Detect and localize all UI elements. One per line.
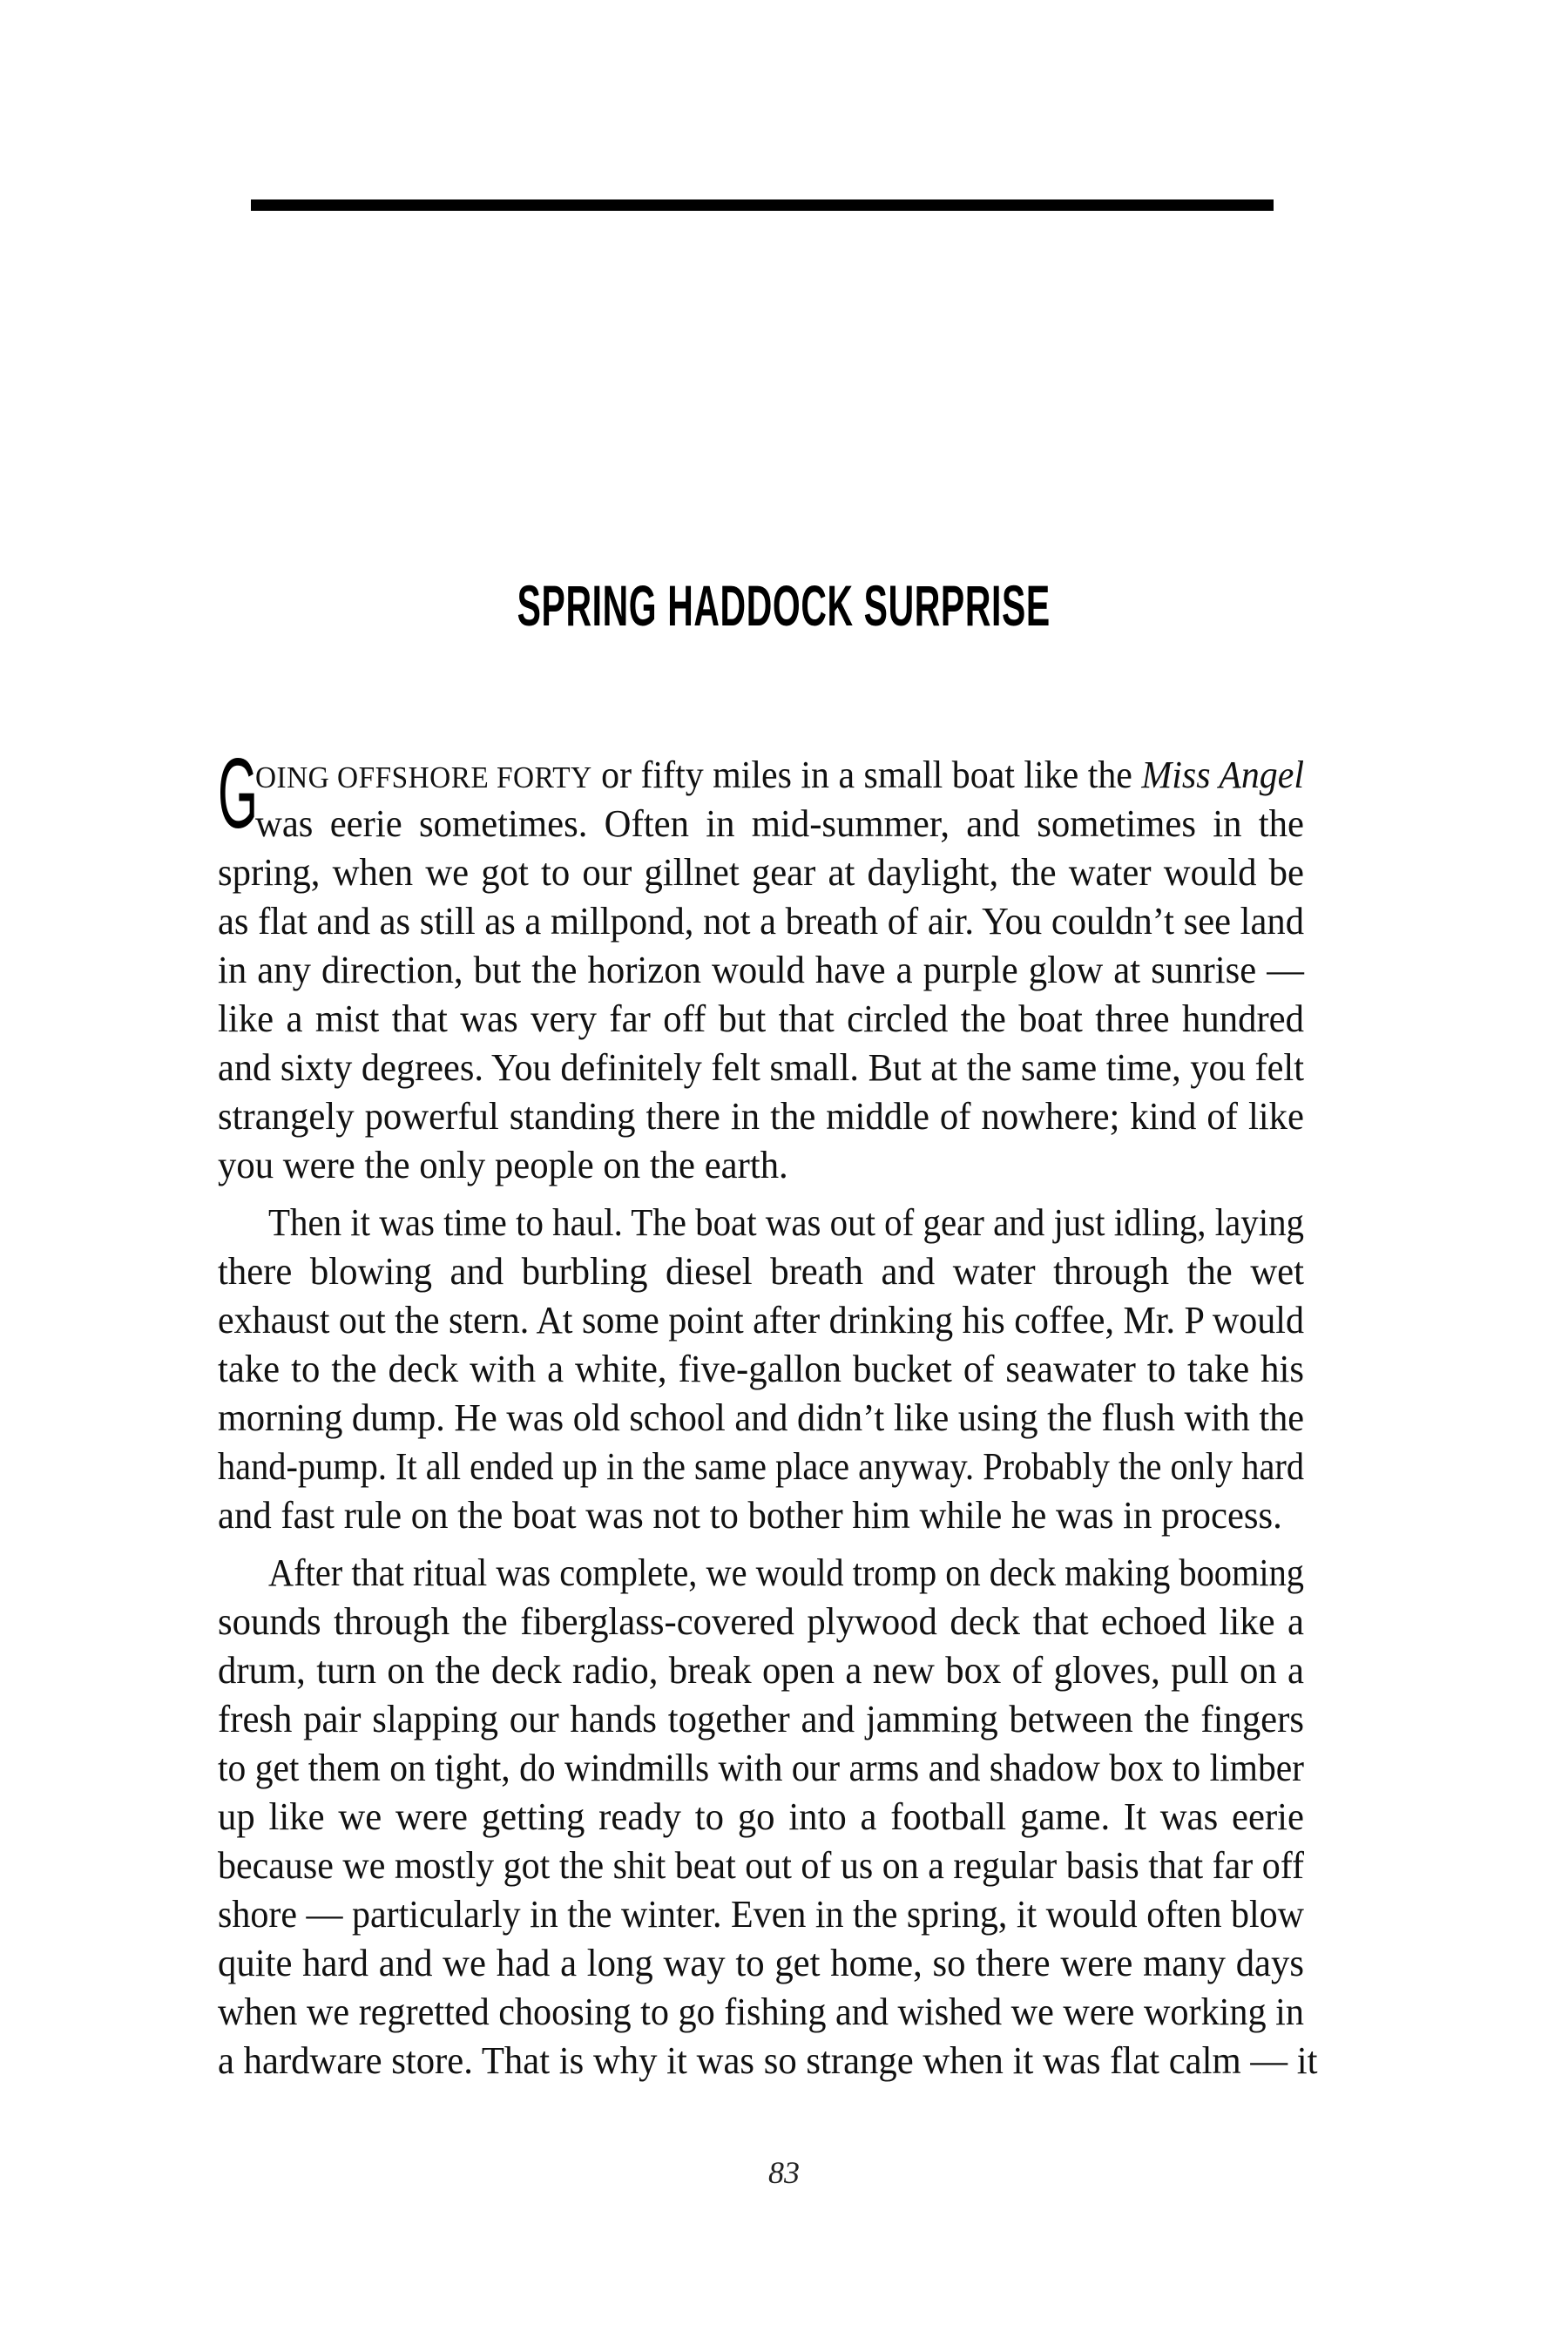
text-line-content: [255, 800, 1304, 848]
text-segment: was eerie sometimes. Often in mid-summer, and sometimes in the: [255, 802, 1304, 845]
text-line: [218, 848, 1304, 897]
page-number: 83: [768, 2155, 800, 2190]
text-segment: and sixty degrees. You definitely felt small. But at the same time, you felt: [218, 1046, 1304, 1089]
text-segment: morning dump. He was old school and didn’t like using the flush with the: [218, 1396, 1304, 1439]
text-line: [218, 1695, 1304, 1744]
text-line-content: [218, 1988, 1304, 2037]
text-line-content: [218, 1443, 1304, 1491]
text-line: [218, 1491, 1304, 1540]
text-line: [218, 1598, 1304, 1646]
text-segment: a hardware store. That is why it was so strange when it was flat calm — it: [218, 2039, 1318, 2082]
drop-cap: G: [218, 739, 259, 849]
text-line: [218, 897, 1304, 946]
text-segment: fresh pair slapping our hands together and jamming between the fingers: [218, 1698, 1304, 1740]
text-line: [218, 1646, 1304, 1695]
text-line-content: [218, 1598, 1304, 1646]
text-segment: sounds through the fiberglass-covered plywood deck that echoed like a: [218, 1600, 1304, 1643]
text-segment: there blowing and burbling diesel breath and water through the wet: [218, 1250, 1304, 1293]
text-segment: up like we were getting ready to go into a football game. It was eerie: [218, 1795, 1304, 1838]
text-line-content: [218, 1247, 1304, 1296]
text-segment: as flat and as still as a millpond, not a breath of air. You couldn’t see land: [218, 900, 1304, 943]
text-segment: when we regretted choosing to go fishing and wished we were working in: [218, 1990, 1304, 2033]
text-line: [218, 1744, 1304, 1793]
chapter-title: SPRING HADDOCK SURPRISE: [517, 573, 1051, 638]
text-segment: and fast rule on the boat was not to bother him while he was in process.: [218, 1494, 1282, 1537]
text-line: [218, 1141, 1304, 1190]
italic-text: Miss Angel: [1141, 754, 1304, 796]
text-line: [268, 1199, 1304, 1247]
text-segment: drum, turn on the deck radio, break open a new box of gloves, pull on a: [218, 1649, 1304, 1692]
text-line-content: [218, 1939, 1304, 1988]
text-segment: like a mist that was very far off but that circled the boat three hundred: [218, 997, 1304, 1040]
text-segment: spring, when we got to our gillnet gear at daylight, the water would be: [218, 851, 1304, 894]
text-line: [218, 1890, 1304, 1939]
text-line-content: [218, 1890, 1304, 1939]
text-line: [218, 946, 1304, 995]
text-line-content: [218, 1491, 1282, 1540]
text-segment: strangely powerful standing there in the middle of nowhere; kind of like: [218, 1095, 1304, 1138]
text-line: [218, 995, 1304, 1044]
text-line: [268, 1549, 1304, 1598]
text-line: [218, 1092, 1304, 1141]
text-segment: because we mostly got the shit beat out of us on a regular basis that far off: [218, 1844, 1304, 1887]
small-caps-text: OING OFFSHORE FORTY: [255, 760, 592, 794]
text-line: [255, 751, 1304, 800]
text-line-content: [218, 1044, 1304, 1092]
chapter-title-row: [0, 575, 1568, 636]
text-line-content: [255, 751, 1304, 802]
text-line-content: [218, 946, 1304, 995]
text-line-content: [218, 897, 1304, 946]
text-line-content: [218, 1345, 1304, 1394]
text-segment: shore — particularly in the winter. Even in the spring, it would often blow: [218, 1893, 1304, 1936]
text-line-content: [218, 2037, 1318, 2085]
text-line-content: [218, 1695, 1304, 1744]
text-line-content: [218, 1744, 1304, 1793]
text-segment: you were the only people on the earth.: [218, 1144, 788, 1186]
text-line-content: [218, 1793, 1304, 1842]
text-line-content: [268, 1549, 1304, 1598]
text-line-content: [218, 1646, 1304, 1695]
text-line: [218, 1793, 1304, 1842]
text-segment: exhaust out the stern. At some point after drinking his coffee, Mr. P would: [218, 1299, 1304, 1342]
text-segment: take to the deck with a white, five-gallon bucket of seawater to take his: [218, 1348, 1304, 1390]
text-segment: Then it was time to haul. The boat was out of gear and just idling, laying: [268, 1201, 1304, 1244]
text-line-content: [218, 848, 1304, 897]
text-segment: in any direction, but the horizon would have a purple glow at sunrise —: [218, 949, 1304, 991]
text-segment: or fifty miles in a small boat like the: [591, 754, 1142, 796]
text-line-content: [218, 1394, 1304, 1443]
text-line: [218, 1044, 1304, 1092]
text-line: [218, 1345, 1304, 1394]
text-line: [218, 1939, 1304, 1988]
text-line-content: [218, 1842, 1304, 1890]
text-line: [255, 800, 1304, 848]
text-line-content: [218, 1296, 1304, 1345]
text-line-content: [218, 995, 1304, 1044]
text-line: [218, 1247, 1304, 1296]
text-line: [218, 1988, 1304, 2037]
chapter-rule: [251, 199, 1274, 211]
text-line: [218, 1842, 1304, 1890]
text-line-content: [268, 1199, 1304, 1247]
text-line: [218, 2037, 1318, 2085]
text-line: [218, 1394, 1304, 1443]
text-segment: hand-pump. It all ended up in the same place anyway. Probably the only hard: [218, 1445, 1304, 1488]
text-segment: After that ritual was complete, we would tromp on deck making booming: [268, 1551, 1304, 1594]
text-segment: to get them on tight, do windmills with our arms and shadow box to limber: [218, 1747, 1304, 1789]
text-line: [218, 1443, 1304, 1491]
text-line-content: [218, 1141, 788, 1190]
text-line: [218, 1296, 1304, 1345]
text-line-content: [218, 1092, 1304, 1141]
text-segment: quite hard and we had a long way to get home, so there were many days: [218, 1942, 1305, 1984]
